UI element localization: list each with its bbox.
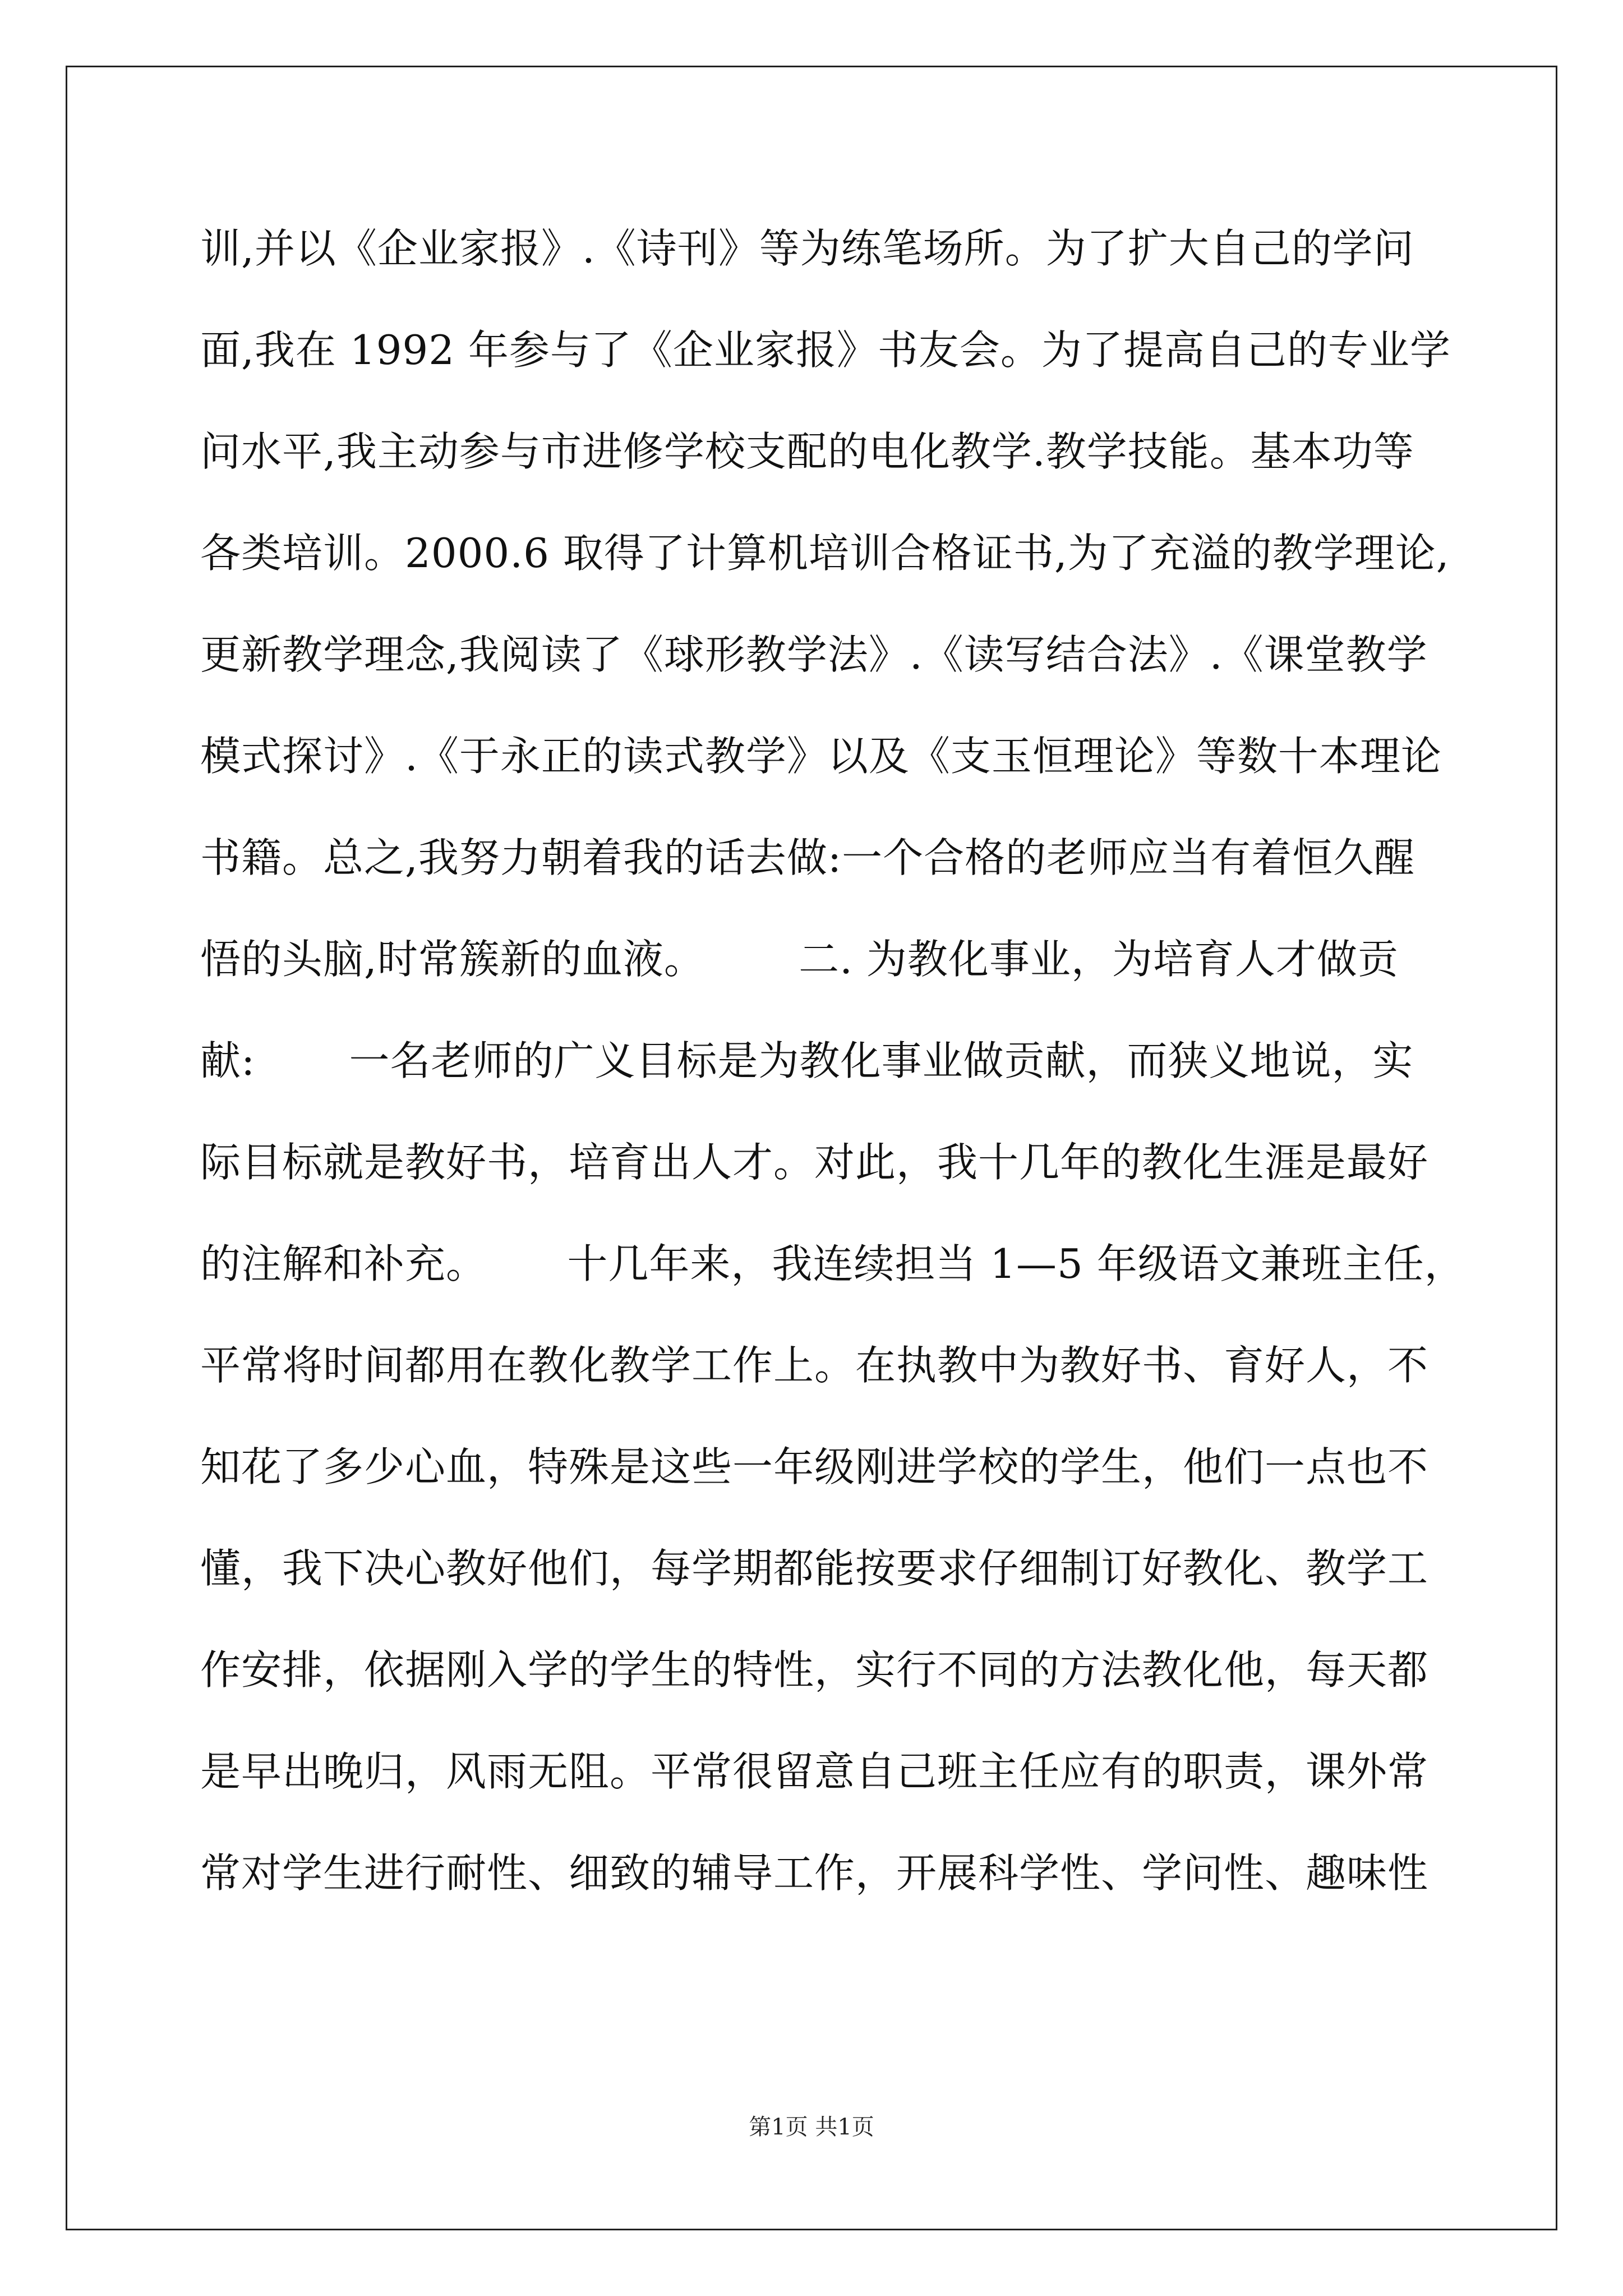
text-line-2: 面,我在 1992 年参与了《企业家报》书友会。为了提高自己的专业学	[200, 326, 1451, 374]
text-line-9: 献: 一名老师的广义目标是为教化事业做贡献，而狭义地说，实	[200, 1037, 1414, 1084]
text-line-16: 是早出晚归，风雨无阻。平常很留意自己班主任应有的职责，课外常	[200, 1748, 1429, 1795]
text-line-15: 作安排，依据刚入学的学生的特性，实行不同的方法教化他，每天都	[200, 1646, 1429, 1694]
text-line-4: 各类培训。2000.6 取得了计算机培训合格证书,为了充溢的教学理论,	[200, 530, 1450, 577]
text-line-11: 的注解和补充。 十几年来，我连续担当 1—5 年级语文兼班主任，	[200, 1240, 1465, 1287]
page-number-footer: 第1页 共1页	[749, 2114, 874, 2140]
text-line-13: 知花了多少心血，特殊是这些一年级刚进学校的学生，他们一点也不	[200, 1443, 1429, 1490]
text-line-8: 悟的头脑,时常簇新的血液。 二. 为教化事业，为培育人才做贡	[200, 936, 1399, 983]
text-line-1: 训,并以《企业家报》.《诗刊》等为练笔场所。为了扩大自己的学问	[200, 225, 1414, 272]
document-body	[200, 219, 1465, 1945]
text-line-10: 际目标就是教好书，培育出人才。对此，我十几年的教化生涯是最好	[200, 1139, 1429, 1186]
text-line-7: 书籍。总之,我努力朝着我的话去做:一个合格的老师应当有着恒久醒	[200, 834, 1415, 881]
text-line-3: 问水平,我主动参与市进修学校支配的电化教学.教学技能。基本功等	[200, 428, 1414, 475]
text-line-12: 平常将时间都用在教化教学工作上。在执教中为教好书、育好人，不	[200, 1342, 1429, 1389]
text-line-5: 更新教学理念,我阅读了《球形教学法》.《读写结合法》.《课堂教学	[200, 631, 1428, 678]
text-line-14: 懂，我下决心教好他们，每学期都能按要求仔细制订好教化、教学工	[200, 1545, 1429, 1592]
text-line-6: 模式探讨》.《于永正的读式教学》以及《支玉恒理论》等数十本理论	[200, 733, 1442, 780]
text-line-17: 常对学生进行耐性、细致的辅导工作，开展科学性、学问性、趣味性	[200, 1849, 1429, 1897]
